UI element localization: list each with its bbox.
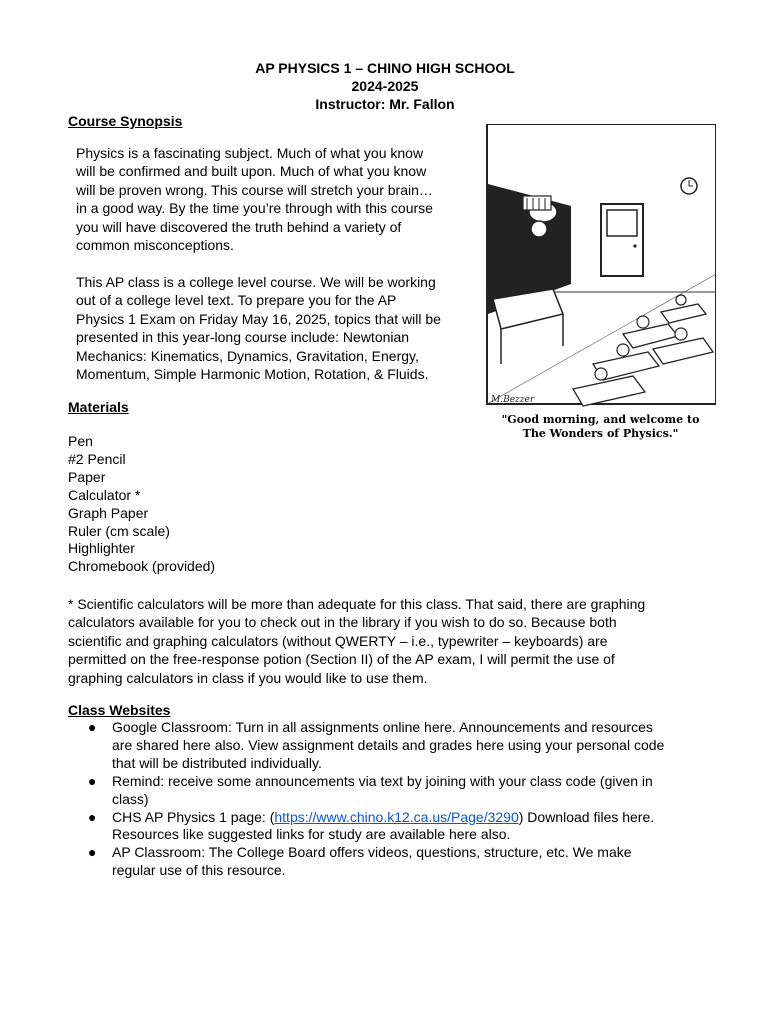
text-line: common misconceptions. xyxy=(76,237,234,254)
list-item: #2 Pencil xyxy=(68,450,126,467)
text-line xyxy=(112,809,718,827)
bullet-icon: ● xyxy=(88,808,97,825)
text-line: presented in this year-long course include: Newtonian xyxy=(76,329,410,346)
text-line: Google Classroom: Turn in all assignments online here. Announcements and resources xyxy=(112,719,653,735)
cartoon-caption xyxy=(488,413,713,440)
synopsis-paragraph-2 xyxy=(76,273,476,383)
document-title: AP PHYSICS 1 – CHINO HIGH SCHOOL xyxy=(255,60,515,76)
list-item: Chromebook (provided) xyxy=(68,558,216,575)
text-line: regular use of this resource. xyxy=(112,862,286,879)
school-year: 2024-2025 xyxy=(351,78,419,94)
text-line: Physics is a fascinating subject. Much of what you know xyxy=(76,145,424,161)
calculator-note xyxy=(68,595,708,687)
text-span: ) Download files here. xyxy=(518,808,655,825)
text-line: that will be distributed individually. xyxy=(112,754,322,771)
text-line: Remind: receive some announcements via text by joining with your class code (given in xyxy=(112,772,653,789)
list-item xyxy=(68,809,718,845)
list-item: Paper xyxy=(68,468,106,485)
text-line: Resources like suggested links for study are available here also. xyxy=(112,826,511,843)
text-line: out of a college level text. To prepare you for the AP xyxy=(76,292,397,309)
list-item: Graph Paper xyxy=(68,504,149,521)
text-line: graphing calculators in class if you would like to use them. xyxy=(68,669,428,686)
text-line: Physics 1 Exam on Friday May 16, 2025, topics that will be xyxy=(76,310,441,327)
bullet-icon: ● xyxy=(88,719,97,735)
cartoon-signature: M.Bezzer xyxy=(491,395,535,405)
bullet-icon: ● xyxy=(88,772,97,789)
caption-line: The Wonders of Physics." xyxy=(522,426,679,440)
text-line: Mechanics: Kinematics, Dynamics, Gravitation, Energy, xyxy=(76,347,419,364)
text-line: scientific and graphing calculators (without QWERTY – i.e., typewriter – keyboards) are xyxy=(68,632,608,649)
synopsis-paragraph-1 xyxy=(76,144,476,254)
text-line: This AP class is a college level course. We will be working xyxy=(76,274,436,290)
synopsis-heading: Course Synopsis xyxy=(68,113,183,129)
text-line: you will have discovered the truth behind a variety of xyxy=(76,218,402,235)
text-line: permitted on the free-response potion (Section II) of the AP exam, I will permit the use of xyxy=(68,651,615,668)
text-line: are shared here also. View assignment details and grades here using your personal code xyxy=(112,736,665,753)
websites-heading: Class Websites xyxy=(68,702,171,718)
list-item: Ruler (cm scale) xyxy=(68,522,170,539)
caption-line: "Good morning, and welcome to xyxy=(501,413,700,426)
list-item: Pen xyxy=(68,433,93,449)
list-item: Calculator * xyxy=(68,486,141,503)
text-line: will be confirmed and built upon. Much of what you know xyxy=(76,163,427,180)
chs-physics-page-link[interactable]: https://www.chino.k12.ca.us/Page/3290 xyxy=(274,808,519,825)
list-item xyxy=(68,773,718,809)
text-line: class) xyxy=(112,790,149,807)
instructor-line: Instructor: Mr. Fallon xyxy=(315,96,455,112)
text-span: CHS AP Physics 1 page: ( xyxy=(112,808,275,825)
text-line: calculators available for you to check out in the library if you wish to do so. Because both xyxy=(68,614,617,631)
text-line: AP Classroom: The College Board offers videos, questions, structure, etc. We make xyxy=(112,844,632,861)
list-item: Highlighter xyxy=(68,540,135,557)
text-line: * Scientific calculators will be more than adequate for this class. That said, there are graphing xyxy=(68,596,646,612)
text-line: in a good way. By the time you’re through with this course xyxy=(76,200,433,217)
materials-heading: Materials xyxy=(68,399,129,415)
text-line: Momentum, Simple Harmonic Motion, Rotation, & Fluids. xyxy=(76,366,429,383)
list-item xyxy=(68,719,718,773)
physics-cartoon-image xyxy=(483,124,716,446)
text-line: will be proven wrong. This course will stretch your brain… xyxy=(76,181,433,198)
materials-list xyxy=(68,433,215,576)
list-item xyxy=(68,844,718,880)
bullet-icon: ● xyxy=(88,844,97,861)
websites-list xyxy=(68,719,718,880)
